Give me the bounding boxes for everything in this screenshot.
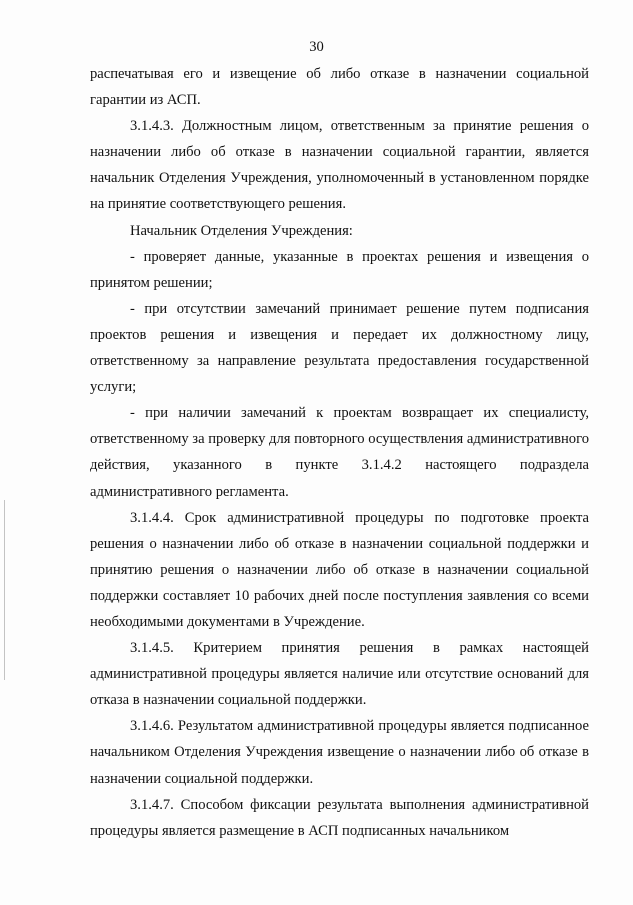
paragraph-3-1-4-5: 3.1.4.5. Критерием принятия решения в рамках настоящей административной процедуры является наличие или отсутствие оснований для отказа в назначении социальной поддержки. (90, 640, 589, 709)
paragraph-3-1-4-4: 3.1.4.4. Срок административной процедуры по подготовке проекта решения о назначении либо об отказе в назначении социальной поддержки и принятию решения о назначении либо об отказе в назначении социальной поддержки составляет 10 рабочих дней после поступления заявления со всеми необходимыми документами в Учреждение. (90, 509, 589, 630)
paragraph-head-of-department: Начальник Отделения Учреждения: (130, 222, 353, 239)
list-item-no-remarks: - при отсутствии замечаний принимает решение путем подписания проектов решения и извещения и передает их должностному лицу, ответственному за направление результата предоставления государственной услуги; (90, 300, 589, 396)
paragraph-3-1-4-3: 3.1.4.3. Должностным лицом, ответственным за принятие решения о назначении либо об отказе в назначении социальной гарантии, является начальник Отделения Учреждения, уполномоченный в установленном порядке на принятие соответствующего решения. (90, 118, 589, 213)
paragraph-3-1-4-6: 3.1.4.6. Результатом административной процедуры является подписанное начальником Отделения Учреждения извещение о назначении либо об отказе в назначении социальной поддержки. (90, 718, 589, 787)
page-content (90, 61, 589, 844)
paragraph-3-1-4-7: 3.1.4.7. Способом фиксации результата выполнения административной процедуры является размещение в АСП подписанных начальником (90, 796, 589, 839)
list-item-with-remarks: - при наличии замечаний к проектам возвращает их специалисту, ответственному за проверку для повторного осуществления административного действия, указанного в пункте 3.1.4.2 настоящего подраздела административного регламента. (90, 405, 589, 500)
page-number: 30 (309, 39, 324, 55)
paragraph-continuation: распечатывая его и извещение об либо отказе в назначении социальной гарантии из АСП. (90, 66, 589, 109)
list-item-checks-data: - проверяет данные, указанные в проектах решения и извещения о принятом решении; (90, 248, 589, 291)
scan-edge-mark (4, 500, 5, 680)
